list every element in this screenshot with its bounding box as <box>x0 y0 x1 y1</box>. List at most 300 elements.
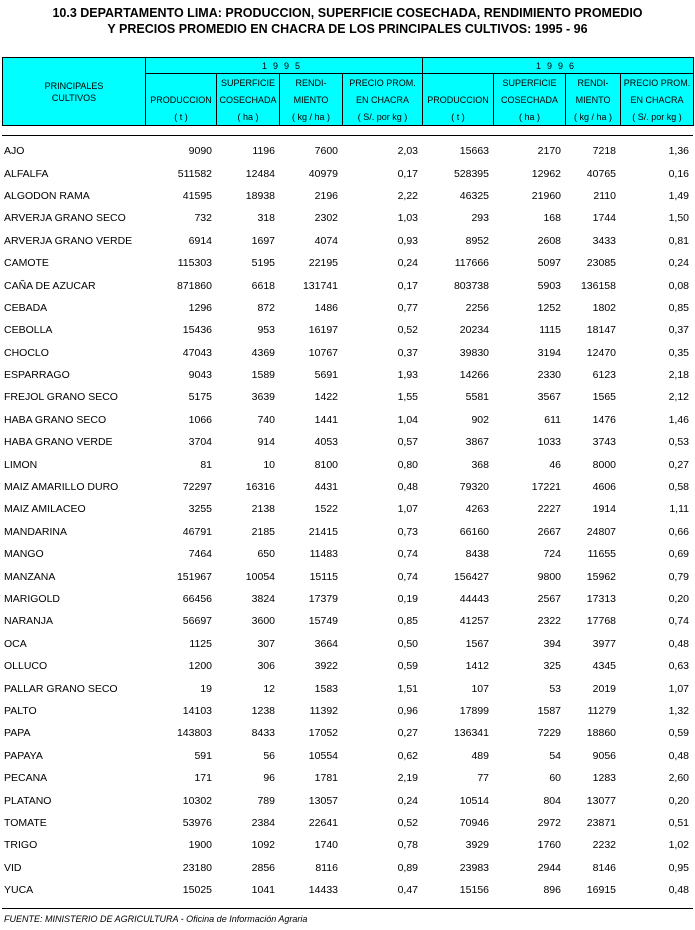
table-cell: 1583 <box>314 682 338 695</box>
table-cell: 2608 <box>537 234 561 247</box>
table-cell: 151967 <box>176 570 212 583</box>
table-row <box>2 834 693 856</box>
table-cell: 171 <box>194 772 212 785</box>
table-cell: 3433 <box>592 234 616 247</box>
table-cell: 0,52 <box>397 324 418 337</box>
table-cell: 650 <box>257 548 275 561</box>
table-cell: 896 <box>543 884 561 897</box>
table-cell: 0,81 <box>668 234 689 247</box>
table-row <box>2 521 693 543</box>
table-cell: 2,60 <box>668 772 689 785</box>
table-row <box>2 745 693 767</box>
table-cell: 2972 <box>537 816 561 829</box>
table-cell: 0,80 <box>397 458 418 471</box>
table-cell: 60 <box>549 772 561 785</box>
table-cell: 56697 <box>182 615 212 628</box>
table-cell: 40979 <box>308 167 338 180</box>
table-cell: 4606 <box>592 481 616 494</box>
table-row <box>2 677 693 699</box>
crop-name: PECANA <box>4 772 48 785</box>
table-cell: 740 <box>257 413 275 426</box>
table-cell: 1,50 <box>668 212 689 225</box>
table-cell: 3664 <box>314 637 338 650</box>
table-cell: 0,53 <box>668 436 689 449</box>
table-cell: 0,48 <box>668 637 689 650</box>
table-cell: 1033 <box>537 436 561 449</box>
table-cell: 0,93 <box>397 234 418 247</box>
table-cell: 2185 <box>251 525 275 538</box>
table-row <box>2 610 693 632</box>
table-row <box>2 588 693 610</box>
table-cell: 293 <box>471 212 489 225</box>
table-cell: 8952 <box>465 234 489 247</box>
table-cell: 0,78 <box>397 839 418 852</box>
table-cell: 15749 <box>308 615 338 628</box>
table-cell: 17768 <box>586 615 616 628</box>
table-cell: 902 <box>471 413 489 426</box>
table-cell: 1092 <box>251 839 275 852</box>
table-cell: 1,93 <box>397 369 418 382</box>
table-cell: 79320 <box>459 481 489 494</box>
table-cell: 10554 <box>308 749 338 762</box>
table-cell: 1412 <box>465 660 489 673</box>
table-cell: 70946 <box>459 816 489 829</box>
table-cell: 1476 <box>592 413 616 426</box>
table-cell: 40765 <box>586 167 616 180</box>
table-cell: 1,51 <box>397 682 418 695</box>
table-cell: 11655 <box>587 548 616 561</box>
crop-name: VID <box>4 861 22 874</box>
table-cell: 0,58 <box>668 481 689 494</box>
table-cell: 15115 <box>309 570 338 583</box>
table-cell: 0,24 <box>668 257 689 270</box>
table-cell: 0,95 <box>668 861 689 874</box>
crop-name: CAMOTE <box>4 257 49 270</box>
table-cell: 1,07 <box>397 503 418 516</box>
table-cell: 1,11 <box>669 503 689 516</box>
table-cell: 1,03 <box>397 212 418 225</box>
crop-header-line-1: PRINCIPALES <box>44 80 104 91</box>
table-cell: 8146 <box>592 861 616 874</box>
table-cell: 20234 <box>459 324 489 337</box>
table-cell: 136158 <box>580 279 616 292</box>
column-header-1996-0-line-1 <box>423 74 494 92</box>
table-cell: 115303 <box>177 257 212 270</box>
table-cell: 107 <box>471 682 489 695</box>
table-cell: 11279 <box>587 704 616 717</box>
crop-name: PAPA <box>4 727 31 740</box>
table-cell: 16197 <box>308 324 338 337</box>
table-cell: 23180 <box>182 861 212 874</box>
table-row <box>2 431 693 453</box>
table-cell: 1283 <box>592 772 616 785</box>
table-cell: 5581 <box>465 391 489 404</box>
column-header-1996-2-line-2: MIENTO <box>566 91 621 108</box>
table-cell: 143803 <box>176 727 212 740</box>
table-cell: 15156 <box>459 884 489 897</box>
table-cell: 4431 <box>314 481 338 494</box>
table-cell: 3824 <box>251 593 275 605</box>
table-cell: 2110 <box>593 189 616 202</box>
table-cell: 0,48 <box>397 481 418 494</box>
table-row <box>2 476 693 498</box>
column-header-1995-3-line-2: EN CHACRA <box>343 91 423 108</box>
table-cell: 1,49 <box>668 189 689 202</box>
table-cell: 9090 <box>188 145 212 158</box>
table-cell: 5175 <box>188 391 212 404</box>
table-row <box>2 767 693 789</box>
table-cell: 1567 <box>465 637 489 650</box>
column-header-1995-2-line-3: ( kg / ha ) <box>280 108 343 126</box>
table-cell: 2232 <box>592 839 616 852</box>
table-cell: 46325 <box>459 189 489 202</box>
table-cell: 17052 <box>308 727 338 740</box>
table-cell: 3600 <box>251 615 275 628</box>
table-row <box>2 498 693 520</box>
crop-name: MAIZ AMILACEO <box>4 503 86 516</box>
table-cell: 1,02 <box>668 839 689 852</box>
column-header-1996-0-line-3: ( t ) <box>423 108 494 126</box>
table-cell: 2256 <box>465 301 489 314</box>
table-cell: 15025 <box>182 884 212 897</box>
table-cell: 17899 <box>459 704 489 717</box>
table-cell: 0,48 <box>668 749 689 762</box>
table-cell: 0,24 <box>397 794 418 807</box>
table-row <box>2 207 693 229</box>
column-header-1996-2-line-1: RENDI- <box>566 74 621 92</box>
table-row <box>2 812 693 834</box>
crop-name: CEBOLLA <box>4 324 53 337</box>
table-cell: 489 <box>471 749 489 762</box>
table-cell: 0,27 <box>668 458 689 471</box>
table-row <box>2 230 693 252</box>
table-cell: 1744 <box>592 212 616 225</box>
table-cell: 16915 <box>586 884 616 897</box>
table-cell: 3194 <box>537 346 561 359</box>
table-cell: 1587 <box>537 704 561 717</box>
table-row <box>2 633 693 655</box>
table-row <box>2 252 693 274</box>
table-cell: 528395 <box>453 167 489 180</box>
year-1995-header: 1995 <box>146 58 423 74</box>
table-cell: 0,17 <box>397 279 418 292</box>
table-cell: 0,08 <box>668 279 689 292</box>
table-cell: 10302 <box>182 794 212 807</box>
header-bottom-rule <box>2 135 693 136</box>
table-cell: 368 <box>471 458 489 471</box>
crop-name: TOMATE <box>4 816 47 829</box>
table-cell: 1422 <box>314 391 338 404</box>
table-cell: 13077 <box>586 794 616 807</box>
table-cell: 318 <box>257 212 275 225</box>
table-cell: 0,17 <box>397 167 418 180</box>
table-cell: 44443 <box>459 593 489 605</box>
table-row <box>2 700 693 722</box>
table-cell: 1196 <box>252 145 275 158</box>
table-row <box>2 274 693 296</box>
table-cell: 2,22 <box>397 189 418 202</box>
table-cell: 0,24 <box>397 257 418 270</box>
table-row <box>2 722 693 744</box>
table-cell: 9043 <box>188 369 212 382</box>
table-cell: 2322 <box>537 615 561 628</box>
crop-name: CEBADA <box>4 301 48 314</box>
table-cell: 1115 <box>539 324 561 337</box>
table-cell: 7600 <box>314 145 338 158</box>
table-cell: 2384 <box>251 816 275 829</box>
table-cell: 3639 <box>251 391 275 404</box>
table-row <box>2 409 693 431</box>
table-cell: 1522 <box>314 503 338 516</box>
table-cell: 2330 <box>537 369 561 382</box>
crop-column-header <box>3 58 146 126</box>
table-cell: 1252 <box>537 301 561 314</box>
table-title-line-1: 10.3 DEPARTAMENTO LIMA: PRODUCCION, SUPERFICIE COSECHADA, RENDIMIENTO PROMEDIO <box>52 6 643 20</box>
table-cell: 7464 <box>188 548 212 561</box>
table-cell: 0,79 <box>668 570 689 583</box>
table-cell: 10767 <box>308 346 338 359</box>
table-cell: 3929 <box>465 839 489 852</box>
table-cell: 1125 <box>189 637 212 650</box>
table-cell: 4345 <box>592 660 616 673</box>
table-row <box>2 857 693 879</box>
table-cell: 3743 <box>592 436 616 449</box>
table-cell: 2567 <box>537 593 561 605</box>
table-row <box>2 140 693 162</box>
table-cell: 2019 <box>592 682 616 695</box>
table-cell: 1565 <box>592 391 616 404</box>
table-cell: 131741 <box>302 279 338 292</box>
table-cell: 168 <box>543 212 561 225</box>
table-cell: 4074 <box>314 234 338 247</box>
table-cell: 325 <box>543 660 561 673</box>
table-row <box>2 543 693 565</box>
table-cell: 0,37 <box>397 346 418 359</box>
table-cell: 1740 <box>314 839 338 852</box>
table-row <box>2 364 693 386</box>
table-row <box>2 319 693 341</box>
table-cell: 4263 <box>465 503 489 516</box>
table-cell: 591 <box>194 749 212 762</box>
table-cell: 4053 <box>314 436 338 449</box>
table-cell: 11392 <box>309 704 338 717</box>
table-cell: 18147 <box>586 324 616 337</box>
table-cell: 5903 <box>537 279 561 292</box>
column-header-1996-2-line-3: ( kg / ha ) <box>566 108 621 126</box>
table-cell: 6123 <box>592 369 616 382</box>
source-note: FUENTE: MINISTERIO DE AGRICULTURA - Oficina de Información Agraria <box>4 914 308 924</box>
table-cell: 12484 <box>245 167 275 180</box>
table-cell: 22195 <box>308 257 338 270</box>
table-cell: 22641 <box>308 816 338 829</box>
table-row <box>2 386 693 408</box>
table-cell: 117666 <box>454 257 489 270</box>
table-cell: 0,66 <box>668 525 689 538</box>
column-header-1995-0-line-1 <box>146 74 217 92</box>
table-cell: 0,74 <box>397 570 418 583</box>
column-header-1996-1-line-1: SUPERFICIE <box>494 74 566 92</box>
table-cell: 1041 <box>251 884 275 897</box>
footer-rule <box>2 908 693 909</box>
table-row <box>2 162 693 184</box>
table-cell: 0,59 <box>668 727 689 740</box>
table-cell: 23085 <box>586 257 616 270</box>
table-cell: 0,59 <box>397 660 418 673</box>
table-row <box>2 453 693 475</box>
crop-name: ESPARRAGO <box>4 369 70 382</box>
table-cell: 13057 <box>308 794 338 807</box>
crop-name: MAIZ AMARILLO DURO <box>4 481 119 494</box>
column-header-1996-1-line-2: COSECHADA <box>494 91 566 108</box>
table-cell: 3922 <box>314 660 338 673</box>
table-cell: 1066 <box>188 413 212 426</box>
table-cell: 9800 <box>537 570 561 583</box>
crop-name: YUCA <box>4 884 34 897</box>
table-cell: 5195 <box>251 257 275 270</box>
column-header-1996-1-line-3: ( ha ) <box>494 108 566 126</box>
table-cell: 6914 <box>188 234 212 247</box>
table-cell: 16316 <box>245 481 275 494</box>
table-cell: 8100 <box>314 458 338 471</box>
table-row <box>2 342 693 364</box>
table-cell: 1441 <box>314 413 338 426</box>
table-cell: 0,63 <box>668 660 689 673</box>
column-header-1996-3-line-2: EN CHACRA <box>621 91 694 108</box>
table-cell: 0,20 <box>668 593 689 605</box>
table-cell: 872 <box>257 301 275 314</box>
table-cell: 0,27 <box>397 727 418 740</box>
table-cell: 1,55 <box>397 391 418 404</box>
table-cell: 4369 <box>251 346 275 359</box>
table-cell: 5691 <box>314 369 338 382</box>
table-cell: 1914 <box>592 503 616 516</box>
table-cell: 21960 <box>531 189 561 202</box>
crop-name: PLATANO <box>4 794 52 807</box>
table-cell: 56 <box>263 749 275 762</box>
table-cell: 803738 <box>453 279 489 292</box>
table-cell: 1238 <box>251 704 275 717</box>
crop-name: ARVERJA GRANO VERDE <box>4 234 133 247</box>
table-cell: 24807 <box>586 525 616 538</box>
table-cell: 15436 <box>182 324 212 337</box>
table-cell: 9056 <box>592 749 616 762</box>
table-cell: 511582 <box>177 167 212 180</box>
crop-name: AJO <box>4 145 25 158</box>
table-cell: 47043 <box>182 346 212 359</box>
table-cell: 23983 <box>459 861 489 874</box>
table-cell: 6618 <box>251 279 275 292</box>
table-cell: 41595 <box>182 189 212 202</box>
table-cell: 1200 <box>188 660 212 673</box>
table-cell: 2196 <box>314 189 338 202</box>
column-header-1996-3-line-3: ( S/. por kg ) <box>621 108 694 126</box>
table-cell: 3255 <box>188 503 212 516</box>
crop-name: ALFALFA <box>4 167 49 180</box>
table-cell: 156427 <box>453 570 489 583</box>
table-cell: 0,48 <box>668 884 689 897</box>
table-cell: 0,85 <box>397 615 418 628</box>
table-cell: 0,20 <box>668 794 689 807</box>
table-cell: 3567 <box>537 391 561 404</box>
table-cell: 2944 <box>537 861 561 874</box>
table-row <box>2 789 693 811</box>
table-cell: 96 <box>263 772 275 785</box>
table-cell: 53 <box>549 682 561 695</box>
table-cell: 12962 <box>531 167 561 180</box>
table-cell: 306 <box>257 660 275 673</box>
table-cell: 0,73 <box>397 525 418 538</box>
year-1996-header: 1996 <box>423 58 694 74</box>
table-title-line-2: Y PRECIOS PROMEDIO EN CHACRA DE LOS PRINCIPALES CULTIVOS: 1995 - 96 <box>107 22 588 36</box>
table-cell: 2,12 <box>668 391 689 404</box>
crop-name: OLLUCO <box>4 660 48 673</box>
table-cell: 0,19 <box>397 593 418 605</box>
table-cell: 0,35 <box>668 346 689 359</box>
column-header-1995-1-line-2: COSECHADA <box>217 91 280 108</box>
table-cell: 1802 <box>592 301 616 314</box>
table-cell: 2,19 <box>397 772 418 785</box>
crop-name: ALGODON RAMA <box>4 189 90 202</box>
table-cell: 14433 <box>308 884 338 897</box>
column-header-1996-3-line-1: PRECIO PROM. <box>621 74 694 92</box>
table-cell: 46 <box>549 458 561 471</box>
table-cell: 0,51 <box>668 816 689 829</box>
table-cell: 2302 <box>314 212 338 225</box>
table-cell: 2,18 <box>668 369 689 382</box>
table-cell: 11483 <box>309 548 338 561</box>
table-cell: 0,69 <box>668 548 689 561</box>
table-cell: 10514 <box>459 794 489 807</box>
table-cell: 953 <box>257 324 275 337</box>
crop-name: MANGO <box>4 548 44 561</box>
crop-header-line-2: CULTIVOS <box>51 92 97 103</box>
table-cell: 1486 <box>314 301 338 314</box>
table-cell: 1296 <box>188 301 212 314</box>
table-cell: 0,74 <box>397 548 418 561</box>
table-cell: 0,57 <box>397 436 418 449</box>
table-cell: 8433 <box>251 727 275 740</box>
column-header-1996-0-line-2: PRODUCCION <box>423 91 494 108</box>
table-cell: 2170 <box>537 145 561 158</box>
table-cell: 17221 <box>531 481 561 494</box>
crop-name: ARVERJA GRANO SECO <box>4 212 126 225</box>
crop-name: PALTO <box>4 704 37 717</box>
table-cell: 2667 <box>537 525 561 538</box>
table-cell: 23871 <box>586 816 616 829</box>
crop-name: CAÑA DE AZUCAR <box>4 279 96 292</box>
table-cell: 3977 <box>592 637 616 650</box>
table-row <box>2 565 693 587</box>
table-cell: 12 <box>263 682 275 695</box>
table-cell: 66456 <box>182 593 212 605</box>
table-row <box>2 879 693 901</box>
crop-name: MARIGOLD <box>4 593 61 605</box>
crop-name: LIMON <box>4 458 38 471</box>
table-cell: 789 <box>257 794 275 807</box>
table-cell: 39830 <box>459 346 489 359</box>
table-cell: 8438 <box>465 548 489 561</box>
table-cell: 611 <box>544 413 561 426</box>
table-cell: 19 <box>200 682 212 695</box>
crop-name: HABA GRANO VERDE <box>4 436 113 449</box>
column-header-1995-1-line-1: SUPERFICIE <box>217 74 280 92</box>
table-cell: 8000 <box>592 458 616 471</box>
table-cell: 0,16 <box>668 167 689 180</box>
table-cell: 0,85 <box>668 301 689 314</box>
table-cell: 10 <box>263 458 275 471</box>
table-cell: 18938 <box>245 189 275 202</box>
table-cell: 732 <box>194 212 212 225</box>
